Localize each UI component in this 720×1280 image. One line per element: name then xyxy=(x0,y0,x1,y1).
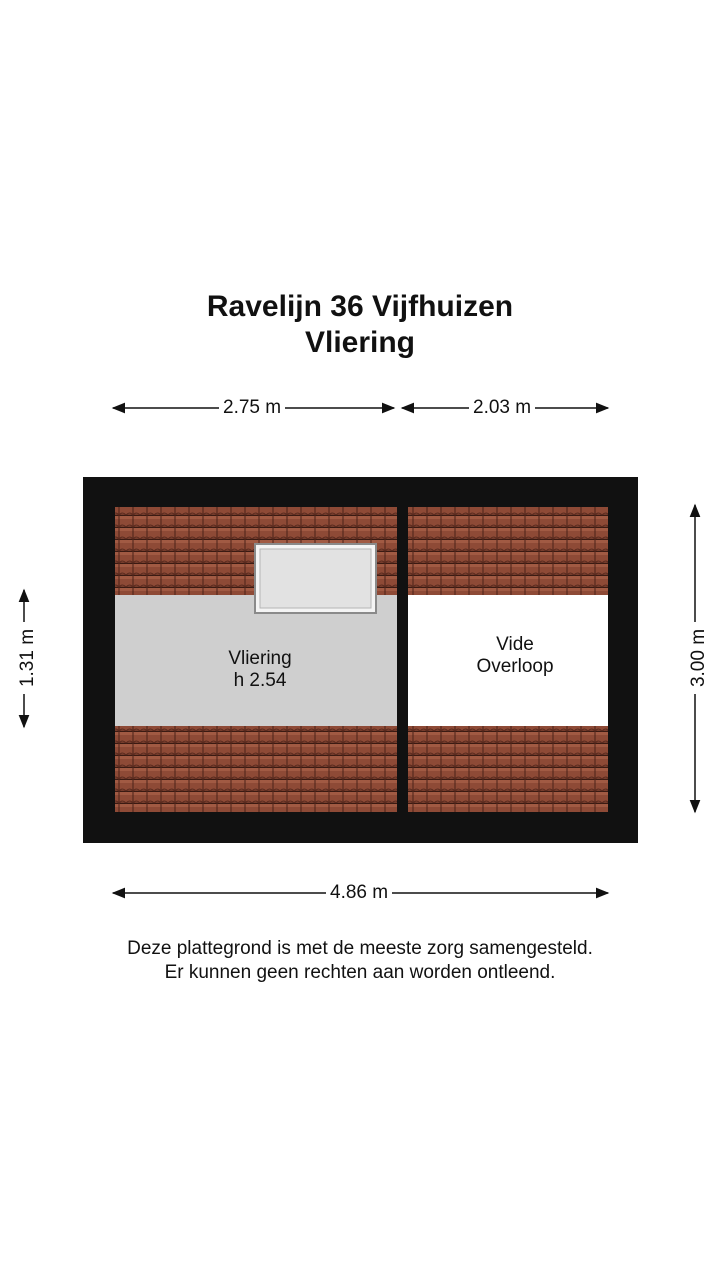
dim-right: 3.00 m xyxy=(688,622,710,694)
dim-top-left: 2.75 m xyxy=(219,397,285,419)
room-name: Vliering xyxy=(228,648,292,669)
room-vliering-label xyxy=(180,648,340,692)
disclaimer-line2: Er kunnen geen rechten aan worden ontleend. xyxy=(164,962,556,983)
skylight-glass xyxy=(260,549,371,608)
disclaimer xyxy=(0,937,720,985)
dim-bottom: 4.86 m xyxy=(326,882,392,904)
room-height: h 2.54 xyxy=(233,670,287,691)
room-name-line2: Overloop xyxy=(476,656,554,677)
room-name: Vide xyxy=(496,634,534,655)
dim-left: 1.31 m xyxy=(17,622,39,694)
floor-name: Vliering xyxy=(304,326,416,359)
plan-title: Ravelijn 36 Vijfhuizen xyxy=(206,290,514,323)
dim-top-right: 2.03 m xyxy=(469,397,535,419)
disclaimer-line1: Deze plattegrond is met de meeste zorg samengesteld. xyxy=(127,938,593,959)
room-vide-label xyxy=(435,634,595,678)
